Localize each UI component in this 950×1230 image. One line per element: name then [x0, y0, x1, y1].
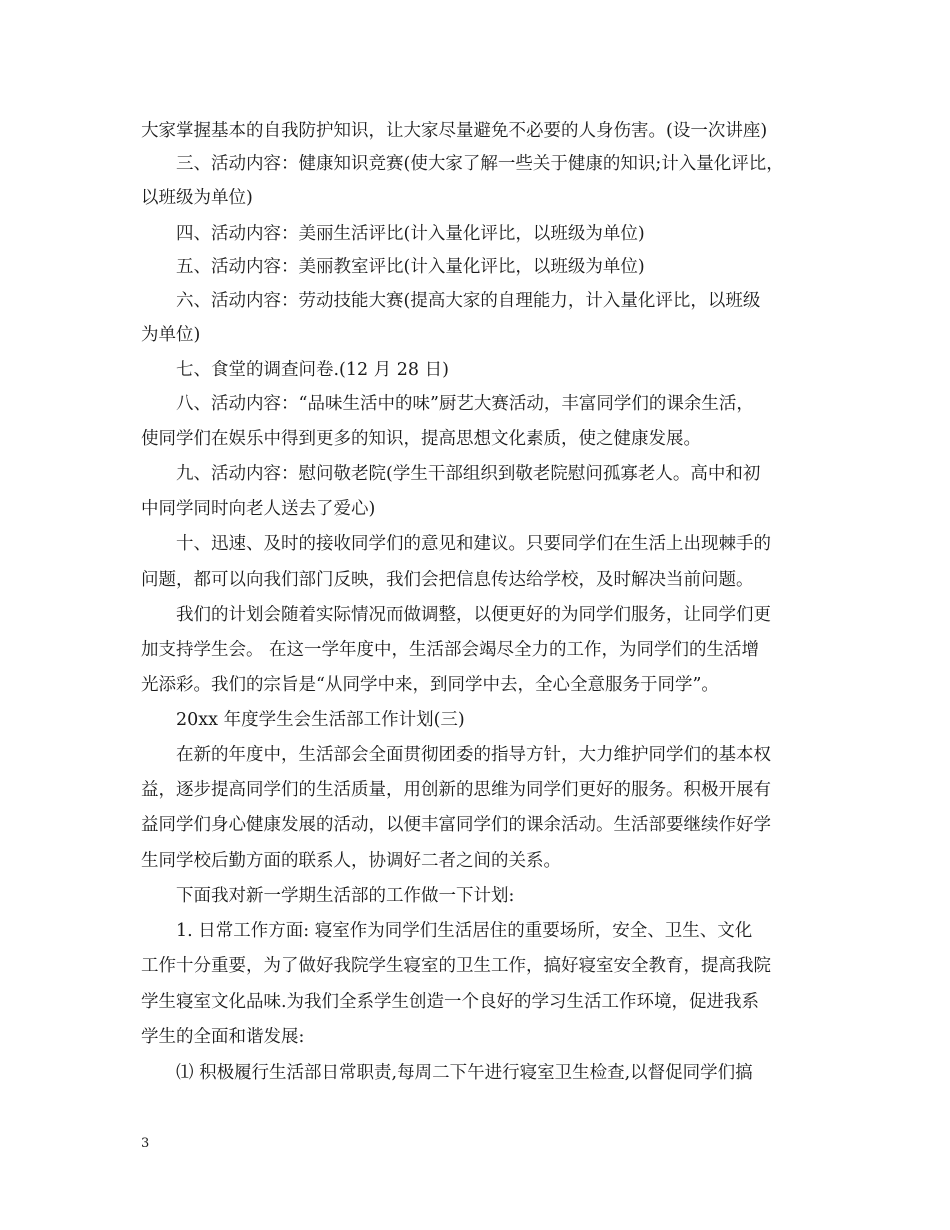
text-line: 为单位)	[141, 325, 201, 345]
text-line: 四、活动内容：美丽生活评比(计入量化评比，以班级为单位)	[176, 224, 645, 244]
text-line: 以班级为单位)	[141, 188, 253, 208]
text-line: 学生寝室文化品味.为我们全系学生创造一个良好的学习生活工作环境，促进我系	[141, 992, 760, 1012]
text-line: ⑴ 积极履行生活部日常职责,每周二下午进行寝室卫生检查,以督促同学们搞	[176, 1063, 753, 1083]
text-line: 八、活动内容：“品味生活中的味”厨艺大赛活动，丰富同学们的课余生活，	[176, 394, 754, 414]
text-line: 十、迅速、及时的接收同学们的意见和建议。只要同学们在生活上出现棘手的	[176, 534, 771, 554]
text-line: 光添彩。我们的宗旨是“从同学中来，到同学中去，全心全意服务于同学”。	[141, 675, 719, 695]
text-line: 生同学校后勤方面的联系人，协调好二者之间的关系。	[141, 851, 561, 871]
text-line: 三、活动内容：健康知识竞赛(使大家了解一些关于健康的知识;计入量化评比，	[176, 154, 784, 174]
text-line: 我们的计划会随着实际情况而做调整，以便更好的为同学们服务，让同学们更	[176, 605, 771, 625]
text-line: 加支持学生会。 在这一学年度中，生活部会竭尽全力的工作，为同学们的生活增	[141, 640, 760, 660]
section-heading: 20xx 年度学生会生活部工作计划(三)	[176, 710, 465, 730]
text-line: 六、活动内容：劳动技能大赛(提高大家的自理能力，计入量化评比，以班级	[176, 291, 761, 311]
text-line: 九、活动内容：慰问敬老院(学生干部组织到敬老院慰问孤寡老人。高中和初	[176, 464, 761, 484]
text-line: 问题，都可以向我们部门反映，我们会把信息传达给学校，及时解决当前问题。	[141, 570, 754, 590]
text-line: 七、食堂的调查问卷.(12 月 28 日)	[176, 360, 449, 380]
text-line: 益，逐步提高同学们的生活质量，用创新的思维为同学们更好的服务。积极开展有	[141, 780, 771, 800]
page-number: 3	[141, 1136, 150, 1151]
text-line: 工作十分重要，为了做好我院学生寝室的卫生工作，搞好寝室安全教育，提高我院	[141, 956, 771, 976]
text-line: 在新的年度中，生活部会全面贯彻团委的指导方针，大力维护同学们的基本权	[176, 745, 771, 765]
text-line: 益同学们身心健康发展的活动，以便丰富同学们的课余活动。生活部要继续作好学	[141, 815, 771, 835]
text-line: 下面我对新一学期生活部的工作做一下计划:	[176, 886, 515, 906]
text-line: 使同学们在娱乐中得到更多的知识，提高思想文化素质，使之健康发展。	[141, 429, 701, 449]
text-line: 1. 日常工作方面: 寝室作为同学们生活居住的重要场所，安全、卫生、文化	[176, 921, 753, 941]
text-line: 中同学同时向老人送去了爱心)	[141, 499, 376, 519]
text-line: 学生的全面和谐发展:	[141, 1027, 305, 1047]
text-line: 五、活动内容：美丽教室评比(计入量化评比，以班级为单位)	[176, 257, 645, 277]
text-line: 大家掌握基本的自我防护知识，让大家尽量避免不必要的人身伤害。(设一次讲座)	[141, 121, 768, 141]
